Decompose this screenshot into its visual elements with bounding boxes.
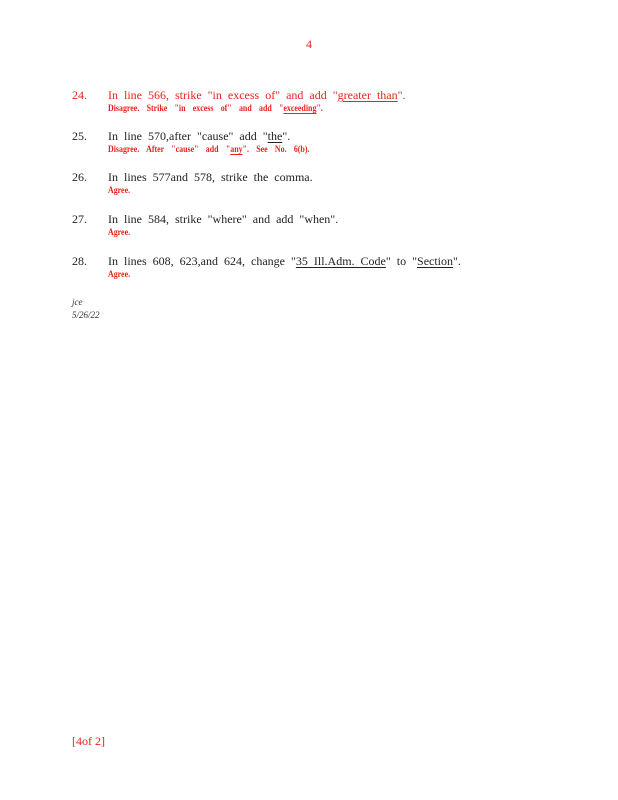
item-text: In lines 608, 623,and 624, change "35 Ill.Adm. Code" to "Section".: [108, 254, 461, 268]
item-response: Disagree. After "cause" add "any". See No. 6(b).: [108, 144, 310, 154]
date: 5/26/22: [72, 310, 100, 320]
item-text: In line 584, strike "where" and add "when".: [108, 212, 339, 226]
item-number: 28.: [72, 254, 87, 268]
item-response: Agree.: [108, 269, 131, 279]
item-number: 27.: [72, 212, 87, 226]
initials: jce: [72, 297, 83, 307]
item-text: In lines 577and 578, strike the comma.: [108, 170, 313, 184]
page-number: 4: [306, 37, 312, 51]
page-footer: [4of 2]: [72, 734, 105, 748]
item-number: 24.: [72, 88, 87, 102]
item-text: In line 566, strike "in excess of" and add "greater than".: [108, 88, 406, 102]
item-response: Disagree. Strike "in excess of" and add "exceeding".: [108, 103, 323, 113]
item-number: 25.: [72, 129, 87, 143]
item-number: 26.: [72, 170, 87, 184]
item-response: Agree.: [108, 227, 131, 237]
item-text: In line 570,after "cause" add "the".: [108, 129, 291, 143]
item-response: Agree.: [108, 185, 131, 195]
